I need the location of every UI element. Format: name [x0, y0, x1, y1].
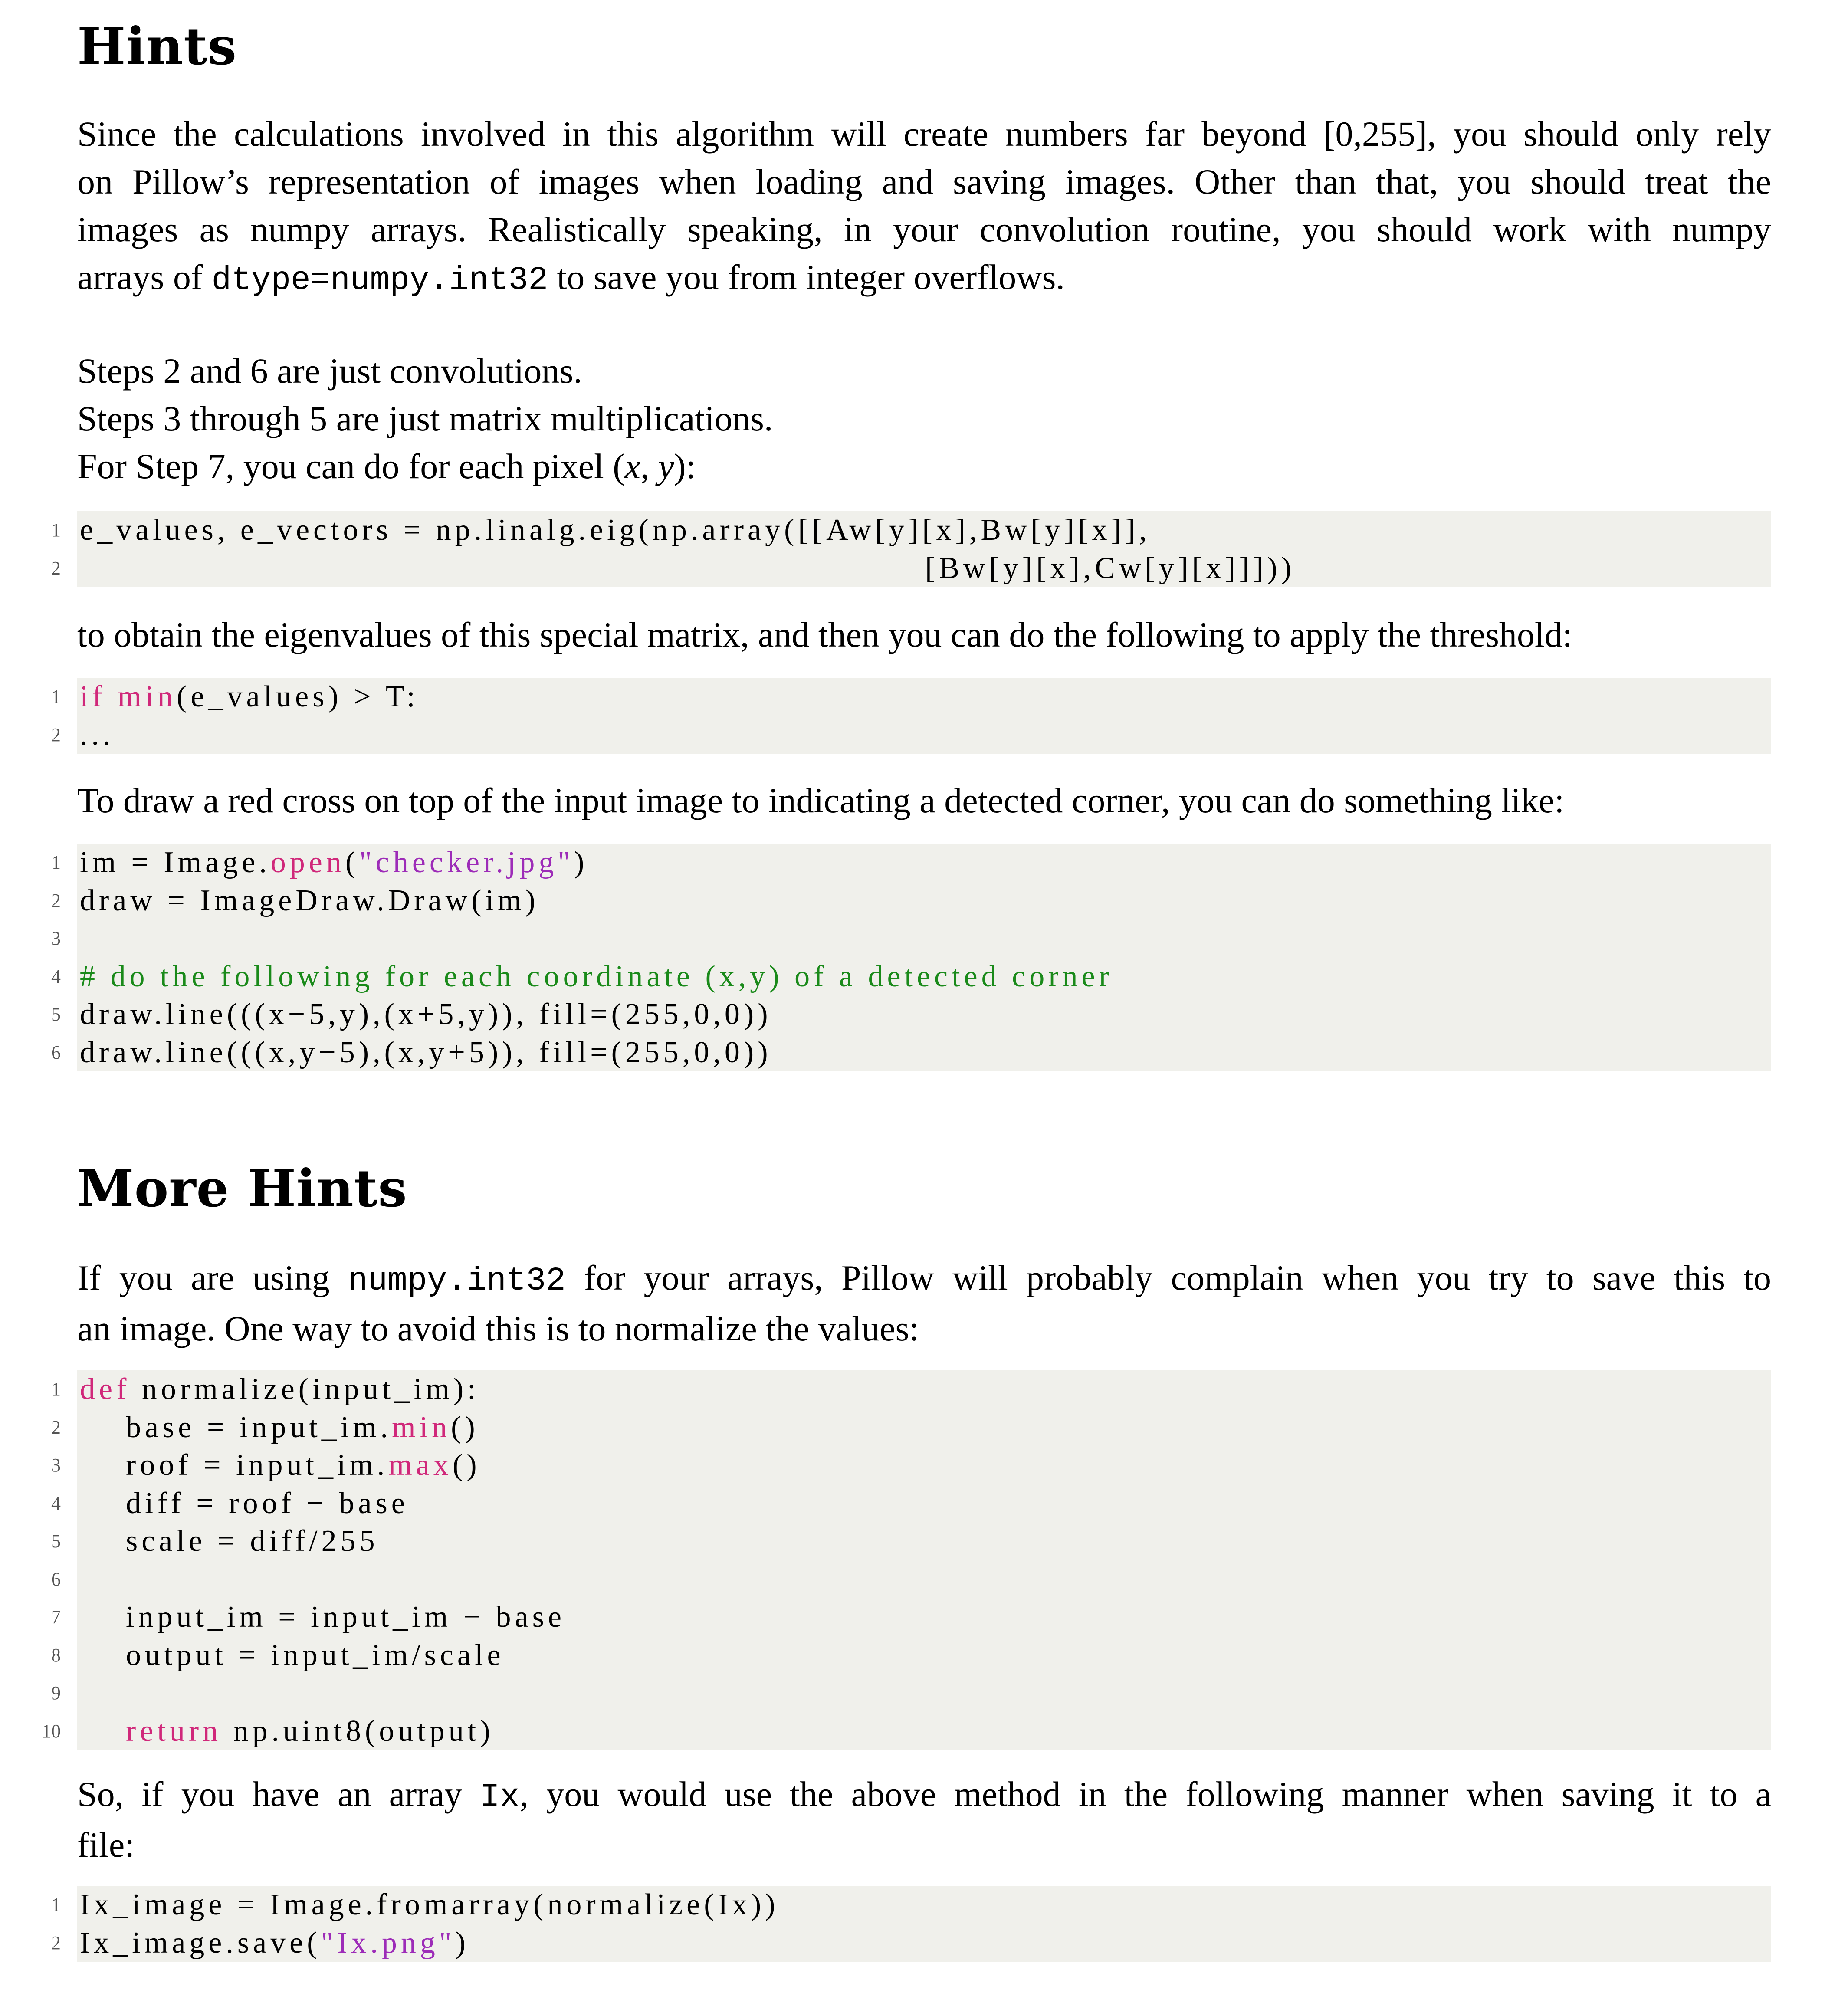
code-line: [51, 1034, 1771, 1072]
code-keyword: def: [80, 1372, 131, 1406]
code-line: [51, 549, 1771, 588]
code-text: normalize(input_im):: [130, 1372, 480, 1406]
text-run: ,: [640, 447, 658, 486]
text-run: , you would use the above method in the following manner when saving it to a: [519, 1774, 1771, 1814]
code-text: (: [345, 846, 360, 879]
code-comment: # do the following for each coordinate (x,y) of a detected corner: [80, 959, 1113, 993]
line-number: 7: [51, 1606, 61, 1628]
code-text: e_values, e_vectors = np.linalg.eig(np.array([[Aw[y][x],Bw[y][x]],: [80, 513, 1151, 547]
eigen-paragraph: [77, 611, 1771, 659]
hints-intro-paragraph: [77, 110, 1771, 304]
code-line: [51, 919, 1771, 958]
text-line: images as numpy arrays. Realistically speaking, in your convolution routine, you should work with numpy: [77, 210, 1771, 249]
code-keyword: min: [118, 680, 177, 713]
code-block-save: [51, 1886, 1771, 1962]
line-number: 1: [51, 1379, 61, 1400]
line-number: 1: [51, 852, 61, 873]
code-keyword: open: [270, 846, 345, 879]
code-line: [51, 995, 1771, 1034]
code-text: Ix_image = Image.fromarray(normalize(Ix)): [80, 1888, 779, 1921]
code-line: [51, 678, 1771, 716]
code-string: "checker.jpg": [359, 846, 574, 879]
text-line: on Pillow’s representation of images when loading and saving images. Other than that, you should treat the: [77, 162, 1771, 201]
line-number: 5: [51, 1004, 61, 1025]
more-hints-intro-paragraph: [77, 1254, 1771, 1353]
text-run: ):: [674, 447, 696, 486]
code-line: [51, 716, 1771, 754]
code-line: [51, 1674, 1771, 1712]
code-text: ): [574, 846, 588, 879]
text-line: file:: [77, 1825, 135, 1865]
code-line: [51, 1522, 1771, 1560]
text-run: to save you from integer overflows.: [548, 257, 1065, 297]
line-number: 2: [51, 890, 61, 911]
line-number: 9: [51, 1682, 61, 1704]
line-number: 3: [51, 1455, 61, 1476]
code-text: roof = input_im.: [80, 1448, 389, 1482]
steps-paragraph: [77, 347, 1771, 490]
code-text: output = input_im/scale: [80, 1638, 505, 1672]
code-text: scale = diff/255: [80, 1524, 379, 1558]
cross-paragraph: [77, 777, 1771, 824]
line-number: 6: [51, 1568, 61, 1590]
code-line: [51, 844, 1771, 882]
code-text: base = input_im.: [80, 1410, 392, 1444]
code-text: draw.line(((x−5,y),(x+5,y)), fill=(255,0,0)): [80, 998, 772, 1031]
code-line: [51, 1598, 1771, 1636]
text-line: [77, 443, 1771, 490]
line-number: 10: [42, 1720, 61, 1742]
text-line: Steps 3 through 5 are just matrix multiplications.: [77, 399, 773, 438]
code-text: draw.line(((x,y−5),(x,y+5)), fill=(255,0,0)): [80, 1035, 772, 1069]
code-keyword: max: [388, 1448, 453, 1482]
code-text: [Bw[y][x],Cw[y][x]]])): [925, 551, 1296, 585]
code-text: np.uint8(output): [222, 1714, 494, 1748]
line-number: 2: [51, 724, 61, 745]
code-text: (): [451, 1410, 479, 1444]
line-number: 1: [51, 1894, 61, 1915]
more-hints-heading: More Hints: [77, 1158, 407, 1218]
code-text: diff = roof − base: [80, 1486, 409, 1520]
code-line: [51, 1446, 1771, 1484]
text-line: to obtain the eigenvalues of this special matrix, and then you can do the following to apply the threshold:: [77, 615, 1572, 654]
code-text: (): [452, 1448, 481, 1482]
text-run: arrays of: [77, 257, 212, 297]
code-text: ...: [80, 718, 115, 752]
line-number: 4: [51, 1492, 61, 1514]
code-line: [51, 511, 1771, 549]
line-number: 8: [51, 1644, 61, 1666]
code-line: [51, 1560, 1771, 1599]
text-run: If you are using: [77, 1258, 348, 1297]
code-text: input_im = input_im − base: [80, 1600, 565, 1634]
code-line: [51, 958, 1771, 996]
line-number: 5: [51, 1530, 61, 1552]
code-block-normalize: [42, 1370, 1771, 1750]
text-line: an image. One way to avoid this is to normalize the values:: [77, 1309, 919, 1348]
line-number: 2: [51, 1416, 61, 1438]
line-number: 4: [51, 965, 61, 987]
code-text: ): [455, 1926, 469, 1960]
line-number: 3: [51, 928, 61, 949]
code-line: [51, 1484, 1771, 1523]
line-number: 6: [51, 1041, 61, 1063]
code-text: Ix_image.save(: [80, 1926, 321, 1960]
code-block-eig: [51, 511, 1771, 587]
hints-heading: Hints: [77, 16, 237, 76]
code-line: [51, 1924, 1771, 1962]
line-number: 2: [51, 557, 61, 579]
code-line: [51, 882, 1771, 920]
code-line: [42, 1712, 1771, 1750]
text-run: So, if you have an array: [77, 1774, 480, 1814]
code-text: (e_values) > T:: [177, 680, 419, 713]
inline-code: Ix: [480, 1779, 520, 1816]
math-var: x: [624, 447, 640, 486]
code-keyword: min: [392, 1410, 451, 1444]
text-line: [77, 1770, 1771, 1821]
text-line: [77, 1254, 1771, 1305]
code-line: [51, 1636, 1771, 1675]
text-run: For Step 7, you can do for each pixel (: [77, 447, 625, 486]
code-keyword: return: [80, 1714, 222, 1748]
inline-code: numpy.int32: [348, 1262, 566, 1300]
code-block-threshold: [51, 678, 1771, 754]
text-line: Steps 2 and 6 are just convolutions.: [77, 351, 582, 391]
so-paragraph: [77, 1770, 1771, 1869]
text-line: [77, 253, 1771, 304]
line-number: 2: [51, 1932, 61, 1954]
code-line: [51, 1370, 1771, 1409]
text-line: Since the calculations involved in this algorithm will create numbers far beyond [0,255], you should only rely: [77, 114, 1771, 154]
code-block-draw-cross: [51, 844, 1771, 1071]
code-text: draw = ImageDraw.Draw(im): [80, 883, 539, 917]
line-number: 1: [51, 686, 61, 707]
code-line: [51, 1409, 1771, 1447]
code-string: "Ix.png": [321, 1926, 456, 1960]
line-number: 1: [51, 519, 61, 541]
text-line: To draw a red cross on top of the input image to indicating a detected corner, you can do something like:: [77, 781, 1565, 820]
text-run: for your arrays, Pillow will probably complain when you try to save this to: [565, 1258, 1771, 1297]
code-line: [51, 1886, 1771, 1924]
inline-code: dtype=numpy.int32: [211, 262, 548, 299]
code-keyword: if: [80, 680, 106, 713]
code-text: im = Image.: [80, 846, 271, 879]
math-var: y: [658, 447, 674, 486]
